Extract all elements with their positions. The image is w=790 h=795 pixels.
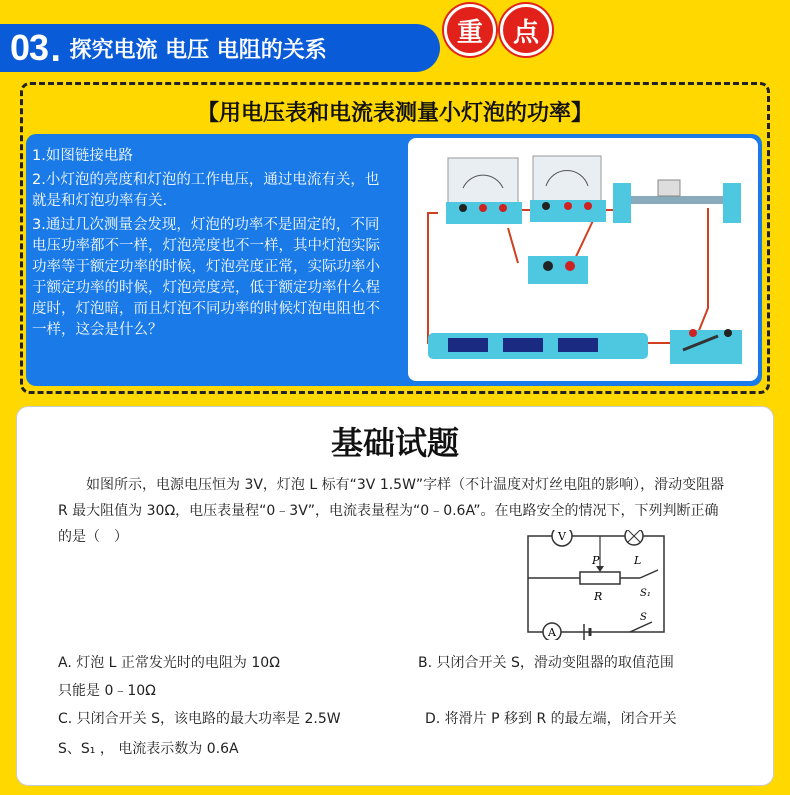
explanation-text	[32, 146, 382, 344]
experiment-title: 【用电压表和电流表测量小灯泡的功率】	[196, 101, 593, 126]
point-3: 3.通过几次测量会发现，灯泡的功率不是固定的，不同电压功率都不一样，灯泡亮度也不一样，其中灯泡实际功率等于额定功率的时候，灯泡亮度正常，实际功率小于额定功率的时候，灯泡亮度亮，低于额定功率什么程度时，灯泡暗，而且灯泡不同功率的时候灯泡电阻也不一样，这会是什么？	[32, 217, 380, 338]
key-badge-1: 重	[444, 4, 496, 56]
exercise-title: 基础试题	[330, 424, 459, 462]
switch1-label: S₁	[640, 588, 651, 599]
option-c: C. 只闭合开关 S，该电路的最大功率是 2.5W	[58, 711, 341, 727]
question-text: 如图所示，电源电压恒为 3V，灯泡 L 标有“3V 1.5W”字样（不计温度对灯丝电阻的影响），滑动变阻器 R 最大阻值为 30Ω，电压表量程“0﹣3V”，电流表量程为“0﹣0.6A”。在电路安全的情况下，下列判断正确的是（ ）	[58, 477, 725, 545]
apparatus-photo	[408, 138, 758, 381]
option-b: B. 只闭合开关 S，滑动变阻器的取值范围	[418, 655, 674, 671]
slider-label: P	[592, 554, 600, 567]
section-title: 探究电流 电压 电阻的关系	[69, 37, 327, 63]
point-1: 1.如图链接电路	[32, 148, 133, 164]
rheostat-label: R	[594, 590, 603, 603]
apparatus-illustration	[408, 138, 758, 381]
lamp-label: L	[634, 554, 642, 567]
option-d: D. 将滑片 P 移到 R 的最左端，闭合开关	[425, 711, 677, 727]
point-2: 2.小灯泡的亮度和灯泡的工作电压，通过电流有关，也就是和灯泡功率有关.	[32, 172, 380, 209]
option-b-cont: 只能是 0﹣10Ω	[58, 683, 156, 699]
section-number: 03	[10, 27, 49, 68]
key-badge-2: 点	[500, 4, 552, 56]
circuit-diagram	[522, 530, 670, 640]
option-d-cont: S、S₁ ， 电流表示数为 0.6A	[58, 741, 239, 757]
voltmeter-label: V	[558, 530, 566, 543]
section-header	[0, 24, 440, 72]
section-dot: .	[50, 33, 62, 69]
option-a: A. 灯泡 L 正常发光时的电阻为 10Ω	[58, 655, 280, 671]
switch-label: S	[640, 612, 647, 623]
ammeter-label: A	[548, 626, 556, 639]
